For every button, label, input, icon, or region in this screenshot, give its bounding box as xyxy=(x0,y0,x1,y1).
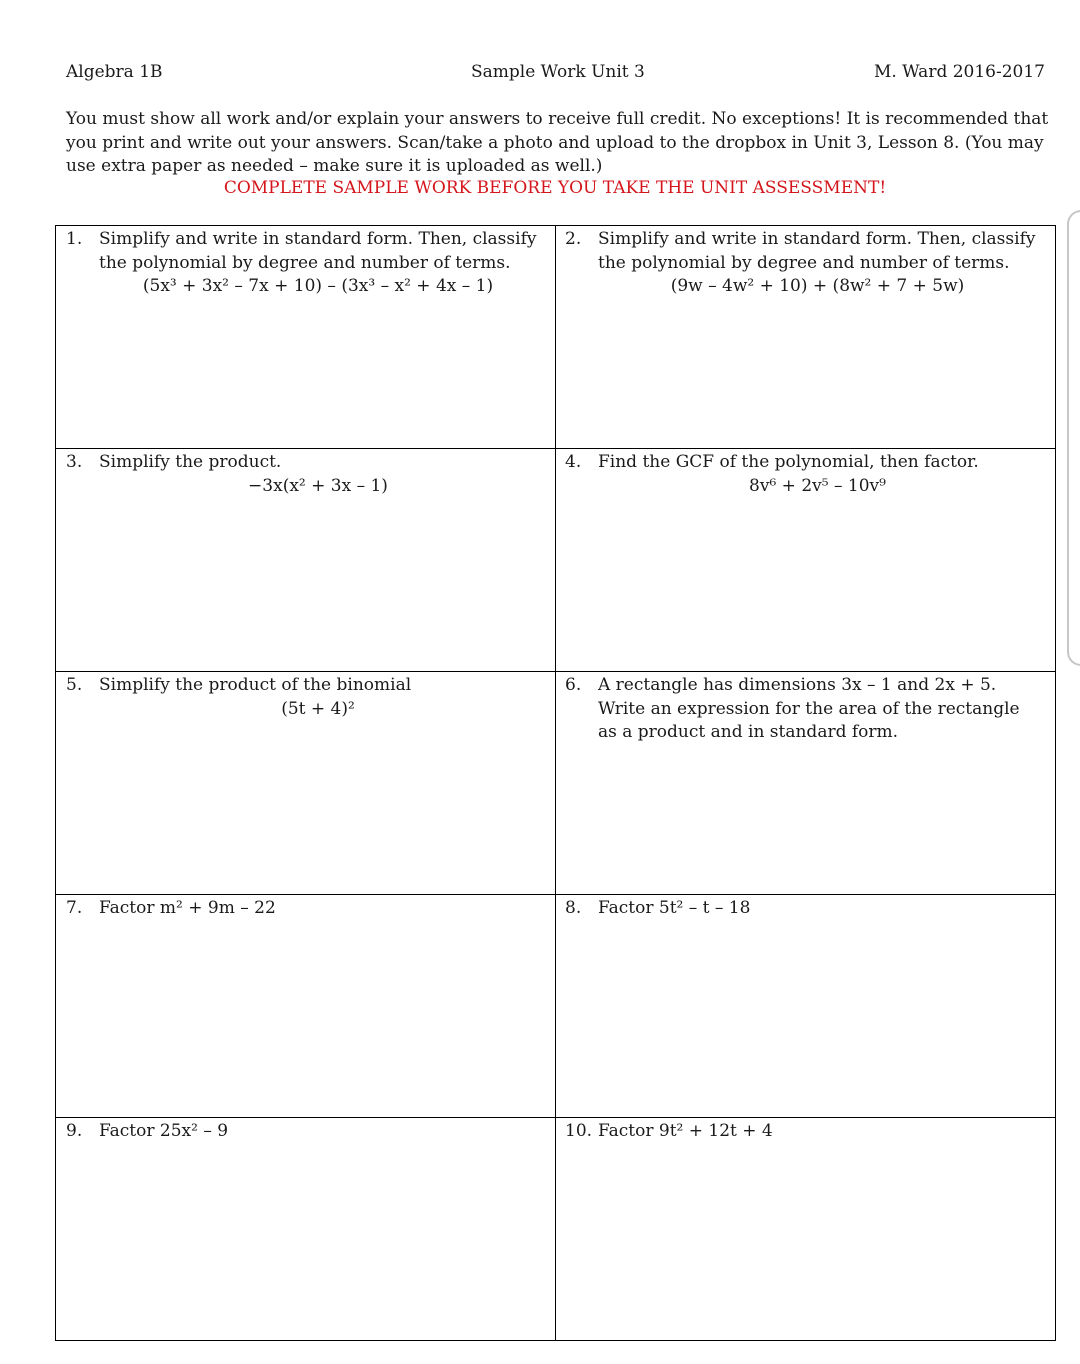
question-cell-10 xyxy=(556,1118,1056,1341)
question-cell-4 xyxy=(556,449,1056,672)
grid-row xyxy=(56,895,1056,1118)
question-prompt: Factor 9t² + 12t + 4 xyxy=(598,1121,773,1141)
question-cell-8 xyxy=(556,895,1056,1118)
author-year: M. Ward 2016-2017 xyxy=(873,62,1045,82)
question-prompt: Factor 5t² – t – 18 xyxy=(598,898,751,918)
question-prompt: A rectangle has dimensions 3x – 1 and 2x + 5. Write an expression for the area of the rectangle as a product and in standard form. xyxy=(598,675,1020,742)
warning-banner: COMPLETE SAMPLE WORK BEFORE YOU TAKE THE UNIT ASSESSMENT! xyxy=(223,178,887,198)
question-cell-9 xyxy=(56,1118,556,1341)
question-4 xyxy=(565,451,1037,498)
grid-row xyxy=(56,226,1056,449)
grid-row xyxy=(56,672,1056,895)
question-2 xyxy=(565,228,1037,299)
question-prompt: Simplify and write in standard form. Then, classify the polynomial by degree and number of terms. xyxy=(598,229,1036,273)
question-expression: −3x(x² + 3x – 1) xyxy=(248,475,388,496)
question-9 xyxy=(66,1120,537,1144)
question-10 xyxy=(565,1120,1037,1144)
question-cell-5 xyxy=(56,672,556,895)
question-prompt: Simplify the product of the binomial xyxy=(99,675,412,695)
question-7 xyxy=(66,897,537,921)
question-expression: (5x³ + 3x² – 7x + 10) – (3x³ – x² + 4x – 1) xyxy=(142,276,494,296)
question-prompt: Factor m² + 9m – 22 xyxy=(99,898,276,918)
question-1 xyxy=(66,228,537,299)
question-prompt: Find the GCF of the polynomial, then factor. xyxy=(598,452,979,472)
question-number: 5. xyxy=(66,675,83,695)
question-cell-2 xyxy=(556,226,1056,449)
question-number: 7. xyxy=(66,898,83,918)
question-number: 8. xyxy=(565,898,582,918)
question-prompt: Simplify and write in standard form. Then, classify the polynomial by degree and number of terms. xyxy=(99,229,537,273)
question-cell-7 xyxy=(56,895,556,1118)
grid-row xyxy=(56,449,1056,672)
course-name: Algebra 1B xyxy=(66,62,163,82)
question-number: 4. xyxy=(565,452,582,472)
question-expression: (5t + 4)² xyxy=(281,698,355,719)
question-cell-1 xyxy=(56,226,556,449)
question-expression: (9w – 4w² + 10) + (8w² + 7 + 5w) xyxy=(670,276,965,296)
page-title: Sample Work Unit 3 xyxy=(471,62,645,82)
side-scroll-frame[interactable] xyxy=(1067,210,1080,666)
question-number: 10. xyxy=(565,1121,593,1141)
question-number: 1. xyxy=(66,229,83,249)
question-number: 2. xyxy=(565,229,582,249)
question-number: 9. xyxy=(66,1121,83,1141)
question-5 xyxy=(66,674,537,721)
question-prompt: Simplify the product. xyxy=(99,452,282,472)
question-3 xyxy=(66,451,537,498)
question-number: 3. xyxy=(66,452,83,472)
question-8 xyxy=(565,897,1037,921)
question-expression: 8v⁶ + 2v⁵ – 10v⁹ xyxy=(749,475,886,496)
question-cell-6 xyxy=(556,672,1056,895)
instructions: You must show all work and/or explain your answers to receive full credit. No exceptions! It is recommended that you print and write out your answers. Scan/take a photo and upload to the dropbox in Unit 3, Lesson 8. (You may use extra paper as needed – make sure it is uploaded as well.) xyxy=(66,109,1049,176)
question-number: 6. xyxy=(565,675,582,695)
grid-row xyxy=(56,1118,1056,1341)
question-cell-3 xyxy=(56,449,556,672)
questions-grid xyxy=(55,225,1056,1341)
question-6 xyxy=(565,674,1037,745)
question-prompt: Factor 25x² – 9 xyxy=(99,1121,229,1141)
